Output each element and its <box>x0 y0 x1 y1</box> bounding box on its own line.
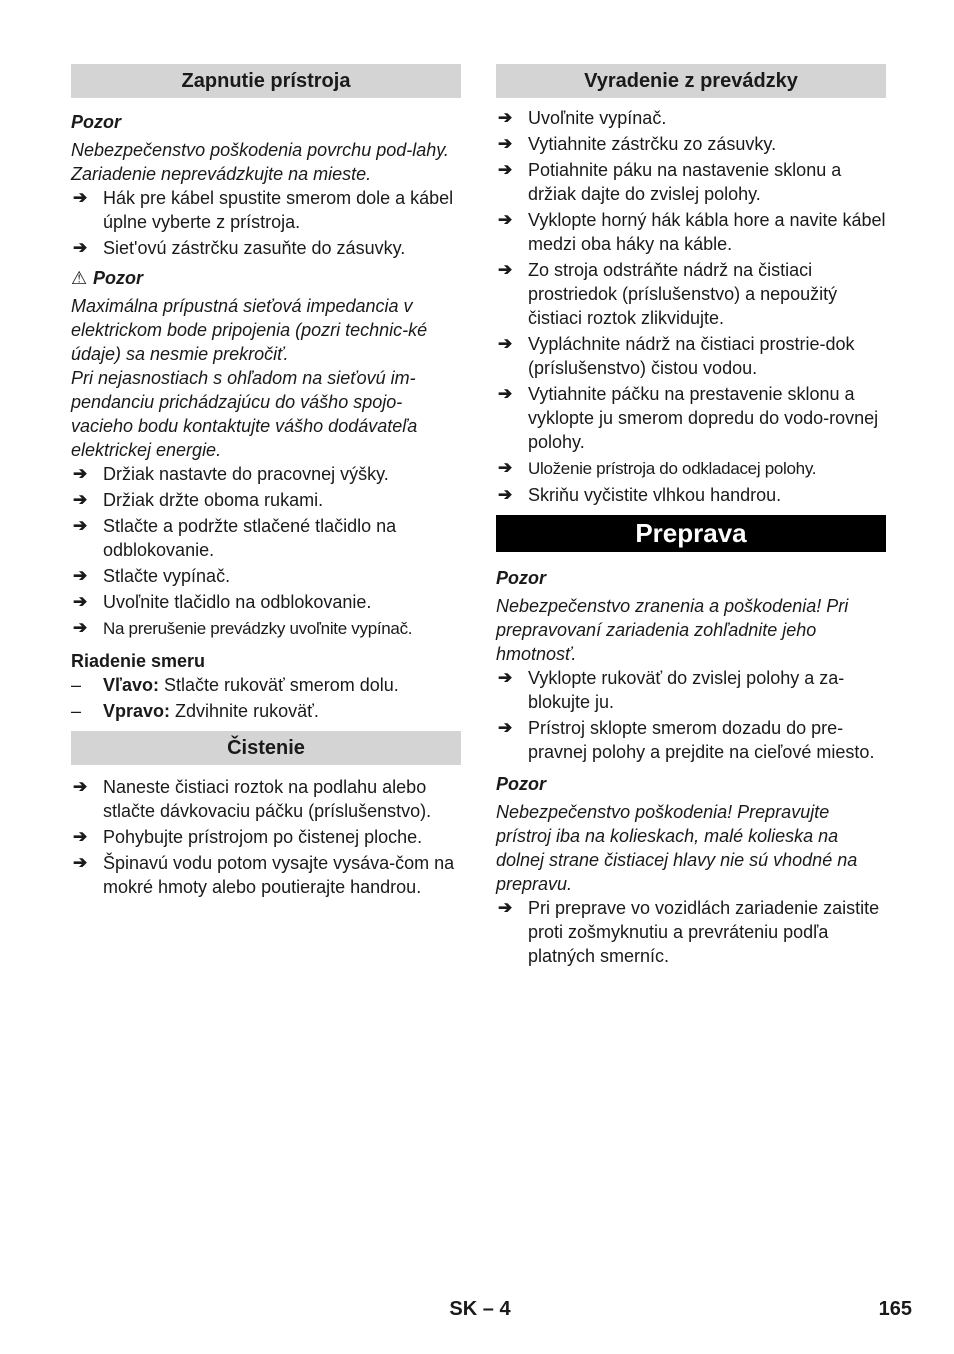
list-item: ➔ Stlačte vypínač. <box>73 566 231 586</box>
arrow-icon: ➔ <box>498 260 513 279</box>
section-title-cistenie: Čistenie <box>71 731 461 765</box>
step-list <box>496 106 886 507</box>
list-item: ➔ Potiahnite páku na nastavenie sklonu a držiak dajte do zvislej polohy. <box>498 160 842 204</box>
arrow-icon: ➔ <box>498 458 513 477</box>
arrow-icon: ➔ <box>73 188 88 207</box>
list-item: ➔ Vytiahnite páčku na prestavenie sklonu a vyklopte ju smerom dopredu do vodo-rovnej polohy. <box>498 384 879 452</box>
caution-text: Nebezpečenstvo poškodenia povrchu pod-lahy. Zariadenie neprevádzkujte na mieste. <box>71 140 449 184</box>
arrow-icon: ➔ <box>498 668 513 687</box>
arrow-icon: ➔ <box>498 718 513 737</box>
warning-text: Pri nejasnostiach s ohľadom na sieťovú im-pendanciu prichádzajúcu do vášho spojo-vacieho bodu kontaktujte vášho dodávateľa elektrickej energie. <box>71 368 418 460</box>
list-item: ➔ Naneste čistiaci roztok na podlahu alebo stlačte dávkovaciu páčku (príslušenstvo). <box>73 777 432 821</box>
list-item: ➔ Hák pre kábel spustite smerom dole a kábel úplne vyberte z prístroja. <box>73 188 454 232</box>
list-item: ➔ Uloženie prístroja do odkladacej polohy. <box>498 458 817 478</box>
warning-heading: ⚠ Pozor <box>71 268 144 288</box>
warning-triangle-icon: ⚠ <box>71 268 88 288</box>
arrow-icon: ➔ <box>73 516 88 535</box>
footer-section-label: SK – 4 <box>449 1298 511 1320</box>
list-item: – Vľavo: Stlačte rukoväť smerom dolu. <box>71 675 399 695</box>
step-list <box>71 186 461 260</box>
direction-list <box>71 673 461 723</box>
arrow-icon: ➔ <box>498 210 513 229</box>
arrow-icon: ➔ <box>73 827 88 846</box>
list-item: ➔ Držiak držte oboma rukami. <box>73 490 324 510</box>
step-list <box>496 896 886 968</box>
arrow-icon: ➔ <box>498 334 513 353</box>
arrow-icon: ➔ <box>73 777 88 796</box>
caution-text: Nebezpečenstvo poškodenia! Prepravujte prístroj iba na kolieskach, malé kolieska na dolnej strane čistiacej hlavy nie sú vhodné na prepravu. <box>496 802 858 894</box>
arrow-icon: ➔ <box>498 108 513 127</box>
arrow-icon: ➔ <box>498 160 513 179</box>
list-item: ➔ Vytiahnite zástrčku zo zásuvky. <box>498 134 777 154</box>
arrow-icon: ➔ <box>73 238 88 257</box>
list-item: ➔ Špinavú vodu potom vysajte vysáva-čom na mokré hmoty alebo poutierajte handrou. <box>73 853 455 897</box>
caution-text: Nebezpečenstvo zranenia a poškodenia! Pri prepravovaní zariadenia zohľadnite jeho hmotnosť. <box>496 596 849 664</box>
arrow-icon: ➔ <box>73 490 88 509</box>
caution-label: Pozor <box>496 774 547 794</box>
list-item: ➔ Prístroj sklopte smerom dozadu do pre-pravnej polohy a prejdite na cieľové miesto. <box>498 718 875 762</box>
arrow-icon: ➔ <box>73 592 88 611</box>
arrow-icon: ➔ <box>73 618 88 637</box>
list-item: ➔ Uvoľnite tlačidlo na odblokovanie. <box>73 592 372 612</box>
list-item: ➔ Zo stroja odstráňte nádrž na čistiaci prostriedok (príslušenstvo) a nepoužitý čistiaci roztok zlikvidujte. <box>498 260 838 328</box>
arrow-icon: ➔ <box>498 134 513 153</box>
step-list <box>71 775 461 899</box>
list-item: ➔ Stlačte a podržte stlačené tlačidlo na odblokovanie. <box>73 516 397 560</box>
arrow-icon: ➔ <box>498 485 513 504</box>
chapter-title-preprava: Preprava <box>496 515 886 552</box>
arrow-icon: ➔ <box>498 384 513 403</box>
list-item: ➔ Vyklopte rukoväť do zvislej polohy a za-blokujte ju. <box>498 668 845 712</box>
warning-text: Maximálna prípustná sieťová impedancia v elektrickom bode pripojenia (pozri technic-ké údaje) sa nesmie prekročiť. <box>71 296 428 364</box>
arrow-icon: ➔ <box>498 898 513 917</box>
list-item: ➔ Pohybujte prístrojom po čistenej ploche. <box>73 827 423 847</box>
arrow-icon: ➔ <box>73 566 88 585</box>
caution-label: Pozor <box>71 112 122 132</box>
arrow-icon: ➔ <box>73 464 88 483</box>
step-list <box>496 666 886 764</box>
page-number: 165 <box>878 1298 912 1320</box>
list-item: ➔ Na prerušenie prevádzky uvoľnite vypínač. <box>73 618 413 638</box>
caution-label: Pozor <box>496 568 547 588</box>
list-item: ➔ Siet'ovú zástrčku zasuňte do zásuvky. <box>73 238 406 258</box>
left-column <box>71 64 461 901</box>
section-title-vyradenie: Vyradenie z prevádzky <box>496 64 886 98</box>
list-item: ➔ Skriňu vyčistite vlhkou handrou. <box>498 485 782 505</box>
step-list <box>71 462 461 641</box>
list-item: ➔ Vypláchnite nádrž na čistiaci prostrie-dok (príslušenstvo) čistou vodou. <box>498 334 855 378</box>
list-item: – Vpravo: Zdvihnite rukoväť. <box>71 701 319 721</box>
list-item: ➔ Vyklopte horný hák kábla hore a navite kábel medzi oba háky na káble. <box>498 210 886 254</box>
subheading-riadenie: Riadenie smeru <box>71 651 206 671</box>
list-item: ➔ Pri preprave vo vozidlách zariadenie zaistite proti zošmyknutiu a prevráteniu podľa platných smerníc. <box>498 898 880 966</box>
list-item: ➔ Uvoľnite vypínač. <box>498 108 667 128</box>
arrow-icon: ➔ <box>73 853 88 872</box>
list-item: ➔ Držiak nastavte do pracovnej výšky. <box>73 464 389 484</box>
right-column <box>496 64 886 970</box>
section-title-zapnutie: Zapnutie prístroja <box>71 64 461 98</box>
